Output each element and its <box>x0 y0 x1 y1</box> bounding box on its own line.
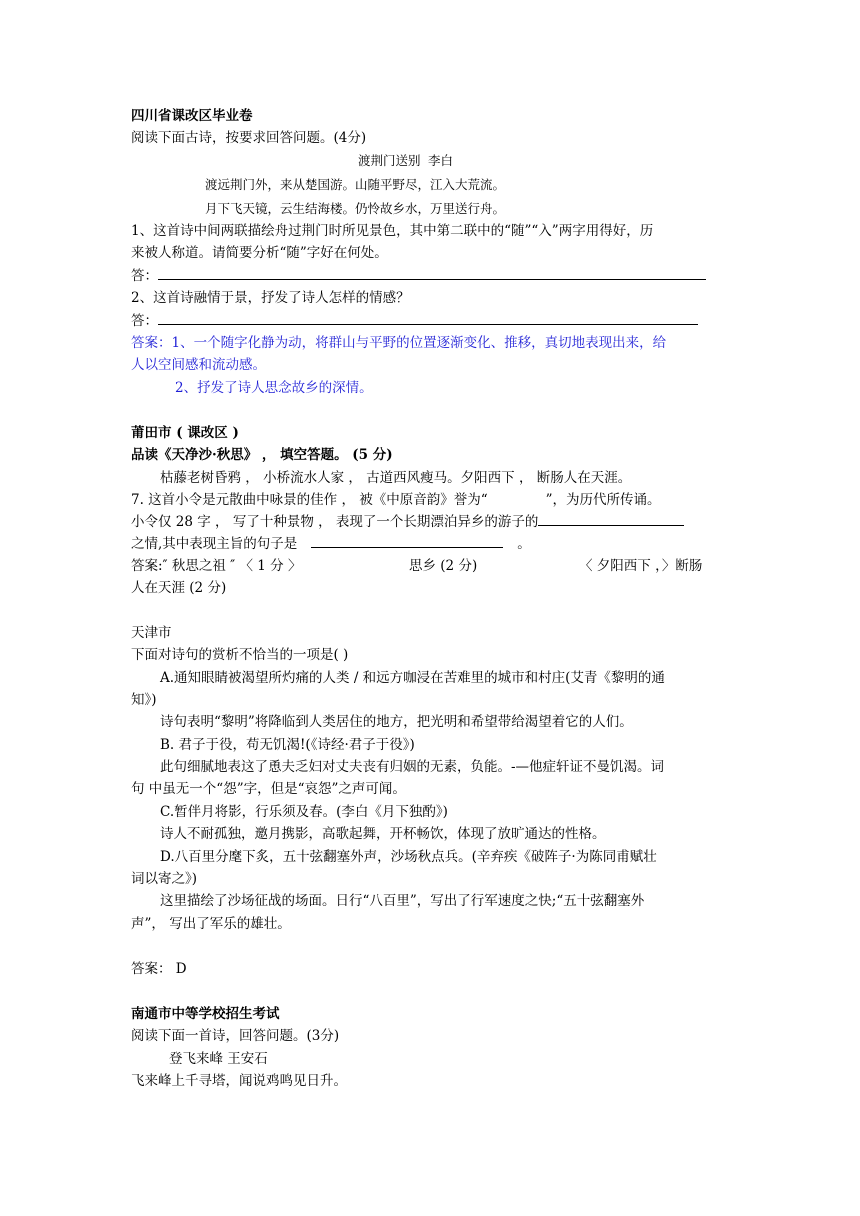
option-b: B. 君子于役，苟无饥渴!(《诗经·君子于役》) <box>160 737 415 753</box>
prompt-text: 阅读下面古诗，按要求回答问题。(4分) <box>131 130 367 146</box>
poem-line: 渡远荆门外，来从楚国游。山随平野尽，江入大荒流。 <box>205 177 506 192</box>
poem-line: 月下飞天镜，云生结海楼。仍怜故乡水，万里送行舟。 <box>205 201 506 216</box>
answer-label: 答： <box>131 268 158 284</box>
section-title-sichuan: 四川省课改区毕业卷 <box>131 108 253 124</box>
question-1-cont: 来被人称道。请简要分析“随”字好在何处。 <box>131 245 388 261</box>
poem-title: 登飞来峰 王安石 <box>169 1051 268 1067</box>
option-b-note: 此句细腻地表这了恿夫乏妇对丈夫丧有归姻的无素，负能。-—他症轩证不曼饥渴。词 <box>160 759 665 775</box>
section-title-nantong: 南通市中等学校招生考试 <box>131 1006 280 1022</box>
poem-line: 枯藤老树昏鸦 ， 小桥流水人家 ， 古道西风瘦马。夕阳西下 ， 断肠人在天涯。 <box>160 470 632 486</box>
option-c: C.暂伴月将影，行乐须及春。(李白《月下独酌》) <box>160 804 448 820</box>
answer-blank[interactable] <box>311 533 503 548</box>
prompt-text: 品读《天净沙·秋思》 ， 填空答题。 (5 分) <box>131 447 393 463</box>
answer-blank[interactable] <box>538 511 684 526</box>
option-d-note-cont: 声”， 写出了军乐的雄壮。 <box>131 916 291 932</box>
question-7-cont <box>131 511 684 533</box>
option-b-note-cont: 句 中虽无一个“怨”字，但是“哀怨”之声可闻。 <box>131 781 406 797</box>
answer-text-cont: 人在天涯 (2 分) <box>131 580 227 596</box>
answer-blank[interactable] <box>158 310 698 325</box>
poem-title: 渡荆门送别 李白 <box>358 153 454 168</box>
answer-text-2: 2、抒发了诗人思念故乡的深情。 <box>175 380 373 396</box>
answer-text: 答案:″ 秋思之祖 ″ 〈 1 分 〉 <box>131 558 302 574</box>
prompt-text: 阅读下面一首诗，回答问题。(3分) <box>131 1028 340 1044</box>
answer-line-1 <box>131 265 706 287</box>
option-a: A.通知眼睛被渴望所灼痛的人类 / 和远方咖浸在苦难里的城市和村庄(艾青《黎明的通 <box>160 670 665 686</box>
question-7-text: 7. 这首小令是元散曲中咏景的佳作 ， 被《中原音韵》誉为“ <box>131 492 488 508</box>
answer-text: 答案： D <box>131 961 187 977</box>
option-c-note: 诗人不耐孤独，邀月携影，高歌起舞，开杯畅饮，体现了放旷通达的性格。 <box>160 826 606 842</box>
answer-line-2 <box>131 310 698 332</box>
question-7 <box>131 489 661 511</box>
question-2: 2、这首诗融情于景，抒发了诗人怎样的情感？ <box>131 290 410 306</box>
question-text: 下面对诗句的赏析不恰当的一项是( ) <box>131 647 349 663</box>
answer-text-cont: 人以空间感和流动感。 <box>131 357 266 373</box>
answer-text: 思乡 (2 分) <box>409 558 478 574</box>
poem-line: 飞来峰上千寻塔，闻说鸡鸣见日升。 <box>131 1073 347 1089</box>
section-title-putian: 莆田市 ( 课改区 ) <box>131 425 239 441</box>
answer-label: 答： <box>131 313 158 329</box>
section-title-tianjin: 天津市 <box>131 625 172 641</box>
option-d-note: 这里描绘了沙场征战的场面。日行“八百里”，写出了行军速度之快;“五十弦翻塞外 <box>160 893 645 909</box>
answer-text: 〈 夕阳西下 ，〉断肠 <box>579 558 703 574</box>
question-7-text-end: 。 <box>517 536 531 552</box>
option-d: D.八百里分麾下炙，五十弦翻塞外声，沙场秋点兵。(辛弃疾《破阵子·为陈同甫赋壮 <box>160 849 657 865</box>
question-7-cont2 <box>131 533 531 555</box>
answer-text: 答案：1、一个随字化静为动，将群山与平野的位置逐渐变化、推移，真切地表现出来，给 <box>131 335 667 351</box>
option-a-cont: 知》) <box>131 692 157 708</box>
option-d-cont: 词以寄之》) <box>131 871 198 887</box>
option-a-note: 诗句表明“黎明”将降临到人类居住的地方，把光明和希望带给渴望着它的人们。 <box>160 714 633 730</box>
question-7-text-end: ”，为历代所传诵。 <box>545 492 661 508</box>
question-7-text: 小令仅 28 字 ， 写了十种景物 ， 表现了一个长期漂泊异乡的游子的 <box>131 514 539 530</box>
question-1: 1、这首诗中间两联描绘舟过荆门时所见景色，其中第二联中的“随”“入”两字用得好，历 <box>131 223 654 239</box>
question-7-text: 之情,其中表现主旨的句子是 <box>131 536 298 552</box>
answer-blank[interactable] <box>158 265 706 280</box>
